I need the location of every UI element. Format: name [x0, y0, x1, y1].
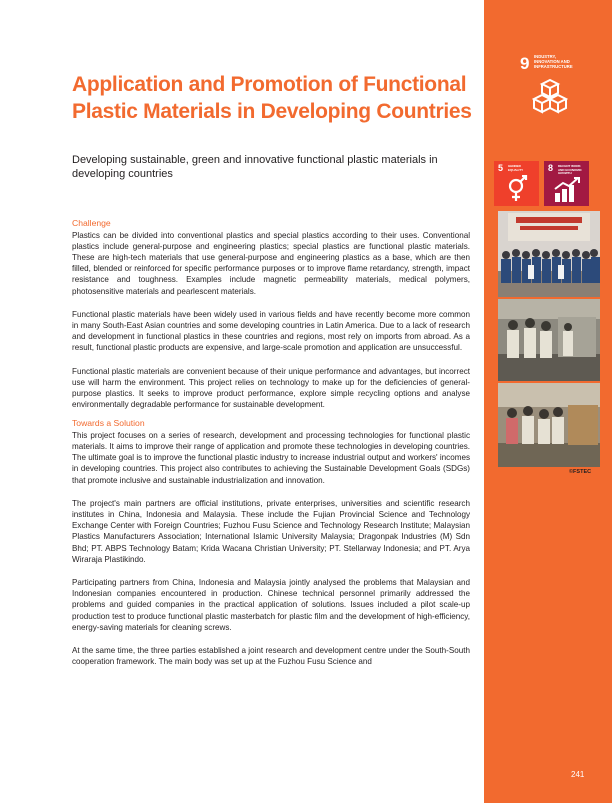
solution-paragraph-4: At the same time, the three parties established a joint research and development centre under the South-South cooperation framework. The main body was set up at the Fuzhou Fusu Science and	[72, 646, 470, 667]
challenge-heading: Challenge	[72, 218, 111, 228]
page-title: Application and Promotion of Functional Plastic Materials in Developing Countries	[72, 73, 472, 123]
sdg-9-label: INDUSTRY, INNOVATION AND INFRASTRUCTURE	[534, 54, 573, 69]
growth-chart-icon	[553, 175, 581, 203]
solution-paragraph-2: The project's main partners are official institutions, private enterprises, universities and scientific research institutes in China, Indonesia and Malaysia. These include the Fujian Provincial Science and Technology Exchange Center with Foreign Countries; Fuzhou Fusu Science and Technology Research Institute; Malaysian Plastics Manufacturers Association; International Islamic University Malaysia; Dragonpak Industries (M) Sdn Bhd; PT. ABPS Technology Batam; Krida Wacana Christian University; PT. Stellarway Indonesia; and PT. Arya Wiraraja Plastikindo.	[72, 498, 470, 564]
gender-equality-icon	[503, 175, 529, 203]
challenge-paragraph-2: Functional plastic materials have been widely used in various fields and have recently become more common in many South-East Asian countries and some developing countries in Latin America. Due to a lack of research and development in functional plastics in these countries and regions, most rely on imports from abroad. As a result, functional plastic products are expensive, and large-scale promotion and application are unsuccessful.	[72, 309, 470, 353]
workshop-photo	[498, 383, 600, 467]
sdg-5-badge	[494, 161, 539, 206]
sdg-8-label: DECENT WORK AND ECONOMIC GROWTH	[558, 164, 582, 175]
cubes-icon	[532, 78, 568, 114]
sdg-8-number: 8	[548, 163, 554, 173]
challenge-paragraph-1: Plastics can be divided into conventional plastics and special plastics according to their uses. Conventional plastics include general-purpose and engineering plastics; special plastics are functional plastic materials. These are high-tech materials that use general-purpose and engineering plastics as a base, which are then filled, blended or reinforced for specific performance purposes or to improve flame retardancy, strength, impact resistance and toughness. Examples include magnetic permeability materials, medical polymers, photosensitive materials and pearlescent materials.	[72, 230, 470, 296]
group-photo	[498, 211, 600, 297]
page-subtitle: Developing sustainable, green and innovative functional plastic materials in developing countries	[72, 154, 438, 180]
sdg-8-badge	[544, 161, 589, 206]
sdg-9-badge	[498, 22, 600, 124]
sdg-9-number: 9	[520, 54, 530, 73]
solution-heading: Towards a Solution	[72, 418, 145, 429]
challenge-paragraph-3: Functional plastic materials are convenient because of their unique performance and advantages, but incorrect use will harm the environment. This project relies on technology to make up for the deficiencies of general-purpose plastics. It seeks to improve product performance, explore simple recycling options and analyse environmentally degradable performance for sustainable development.	[72, 366, 470, 410]
sdg-5-number: 5	[498, 163, 504, 173]
solution-paragraph-3: Participating partners from China, Indonesia and Malaysia jointly analysed the problems that Malaysian and Indonesian companies encountered in production. Chinese technical personnel primarily addressed the problems and guided companies in the practical application of solutions. Issues included a pilot scale-up production test to produce functional plastic masterbatch for plastic film and the development of high-efficiency, energy-saving materials for cleaning screws.	[72, 578, 470, 632]
page-number: 241	[571, 770, 585, 779]
photo-credit: ©FSTEC	[569, 469, 592, 475]
article-body	[72, 218, 470, 680]
solution-paragraph-1: This project focuses on a series of research, development and processing technologies for functional plastic materials. It aims to improve their range of application and promote these technologies in developing countries. The ultimate goal is to improve the functional plastic industry to increase industrial output and workers' incomes in developing countries. This project also contributes to achieving the Sustainable Development Goals (SDGs) that promote inclusive and sustainable industrialization and innovation.	[72, 430, 470, 485]
sdg-5-label: GENDER EQUALITY	[508, 164, 524, 172]
factory-photo	[498, 299, 600, 381]
